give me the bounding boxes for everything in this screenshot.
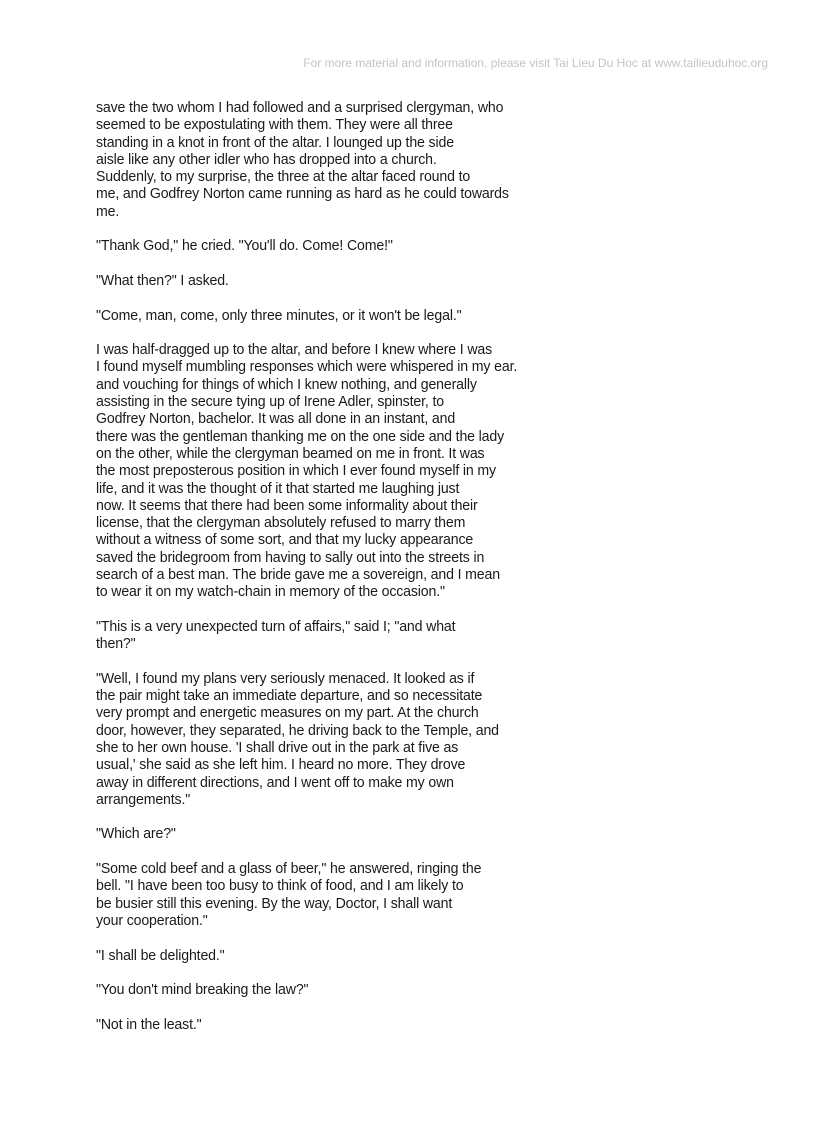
paragraph [96, 99, 552, 220]
text-line: I was half-dragged up to the altar, and before I knew where I was [96, 341, 493, 359]
text-line: and vouching for things of which I knew nothing, and generally [96, 375, 477, 393]
text-line: me, and Godfrey Norton came running as hard as he could towards [96, 185, 509, 203]
paragraph [96, 341, 552, 600]
text-line: "I shall be delighted." [96, 946, 225, 964]
text-line: seemed to be expostulating with them. They were all three [96, 116, 453, 134]
text-line: me. [96, 202, 120, 220]
text-line: "Come, man, come, only three minutes, or it won't be legal." [96, 306, 462, 324]
text-line: usual,' she said as she left him. I heard no more. They drove [96, 756, 466, 774]
text-line: door, however, they separated, he driving back to the Temple, and [96, 721, 499, 739]
text-line: be busier still this evening. By the way, Doctor, I shall want [96, 894, 453, 912]
text-line: the pair might take an immediate departure, and so necessitate [96, 687, 483, 705]
text-line: standing in a knot in front of the altar. I lounged up the side [96, 133, 454, 151]
document-body [96, 99, 552, 1050]
text-line: license, that the clergyman absolutely refused to marry them [96, 514, 466, 532]
text-line: arrangements." [96, 790, 191, 808]
text-line: now. It seems that there had been some informality about their [96, 496, 478, 514]
text-line: "Not in the least." [96, 1015, 202, 1033]
paragraph [96, 618, 552, 653]
paragraph [96, 981, 552, 998]
text-line: very prompt and energetic measures on my part. At the church [96, 704, 479, 722]
text-line: saved the bridegroom from having to sally out into the streets in [96, 548, 485, 566]
text-line: there was the gentleman thanking me on the one side and the lady [96, 427, 505, 445]
text-line: search of a best man. The bride gave me a sovereign, and I mean [96, 566, 500, 584]
text-line: Suddenly, to my surprise, the three at the altar faced round to [96, 168, 471, 186]
text-line: "What then?" I asked. [96, 271, 229, 289]
text-line: your cooperation." [96, 911, 208, 929]
text-line: I found myself mumbling responses which were whispered in my ear. [96, 358, 518, 376]
text-line: "Some cold beef and a glass of beer," he answered, ringing the [96, 860, 482, 878]
text-line: then?" [96, 635, 136, 653]
header-source-note: For more material and information, please visit Tai Lieu Du Hoc at www.tailieuduhoc.org [303, 56, 768, 70]
text-line: to wear it on my watch-chain in memory of the occasion." [96, 583, 445, 601]
text-line: on the other, while the clergyman beamed on me in front. It was [96, 444, 485, 462]
text-line: "This is a very unexpected turn of affairs," said I; "and what [96, 617, 456, 635]
text-line: away in different directions, and I went off to make my own [96, 773, 454, 791]
paragraph [96, 860, 552, 929]
text-line: bell. "I have been too busy to think of food, and I am likely to [96, 877, 464, 895]
text-line: "You don't mind breaking the law?" [96, 981, 309, 999]
text-line: "Well, I found my plans very seriously menaced. It looked as if [96, 669, 475, 687]
paragraph [96, 272, 552, 289]
paragraph [96, 825, 552, 842]
text-line: Godfrey Norton, bachelor. It was all done in an instant, and [96, 410, 456, 428]
text-line: assisting in the secure tying up of Irene Adler, spinster, to [96, 393, 444, 411]
text-line: aisle like any other idler who has dropped into a church. [96, 150, 437, 168]
text-line: "Which are?" [96, 825, 176, 843]
paragraph [96, 307, 552, 324]
paragraph [96, 947, 552, 964]
text-line: the most preposterous position in which I ever found myself in my [96, 462, 496, 480]
paragraph [96, 237, 552, 254]
text-line: save the two whom I had followed and a surprised clergyman, who [96, 99, 504, 116]
text-line: without a witness of some sort, and that my lucky appearance [96, 531, 474, 549]
paragraph [96, 670, 552, 808]
text-line: "Thank God," he cried. "You'll do. Come! Come!" [96, 237, 393, 255]
text-line: she to her own house. 'I shall drive out in the park at five as [96, 738, 459, 756]
paragraph [96, 1016, 552, 1033]
text-line: life, and it was the thought of it that started me laughing just [96, 479, 460, 497]
